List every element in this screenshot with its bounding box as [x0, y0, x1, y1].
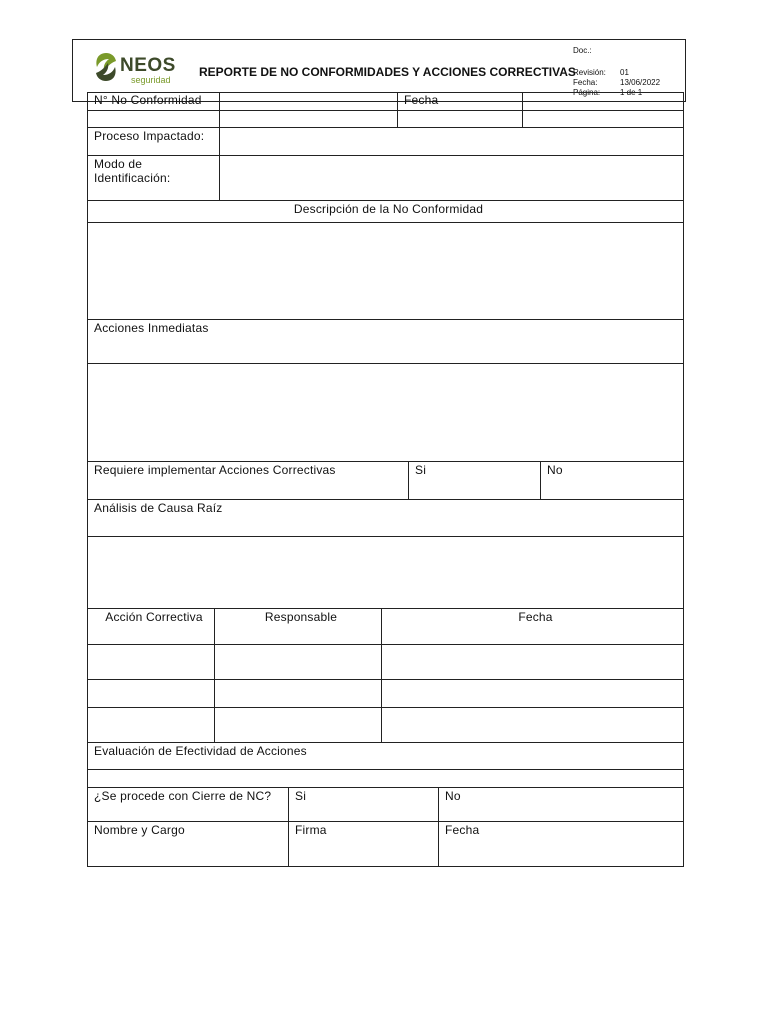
fecha-cell[interactable]	[382, 680, 684, 708]
accion-correctiva-header: Acción Correctiva	[88, 609, 215, 645]
cierre-no-option[interactable]: No	[439, 788, 684, 822]
requiere-label: Requiere implementar Acciones Correctivas	[88, 462, 409, 500]
analisis-field[interactable]	[88, 537, 684, 609]
requiere-table	[87, 461, 684, 609]
date-row	[573, 78, 661, 87]
page-label: Página:	[573, 88, 601, 97]
fecha-cell[interactable]	[382, 645, 684, 680]
nc-info-table	[87, 92, 684, 462]
company-logo	[93, 50, 193, 90]
fecha-cell[interactable]	[382, 708, 684, 743]
requiere-no-option[interactable]: No	[541, 462, 684, 500]
document-title: REPORTE DE NO CONFORMIDADES Y ACCIONES CORRECTIVAS	[199, 65, 576, 79]
modo-field[interactable]	[220, 156, 684, 201]
nc-date-field[interactable]	[523, 93, 684, 111]
logo-wordmark: NEOS	[120, 55, 176, 76]
nc-date-extra-cell[interactable]	[398, 111, 523, 128]
revision-row	[573, 68, 629, 77]
accion-cell[interactable]	[88, 645, 215, 680]
requiere-si-option[interactable]: Si	[409, 462, 541, 500]
responsable-cell[interactable]	[215, 708, 382, 743]
logo-subtitle: seguridad	[131, 75, 171, 85]
responsable-cell[interactable]	[215, 645, 382, 680]
logo-mark-icon	[93, 50, 119, 84]
cierre-si-option[interactable]: Si	[289, 788, 439, 822]
accion-cell[interactable]	[88, 708, 215, 743]
nc-number-field[interactable]	[220, 93, 398, 111]
acciones-correctivas-table	[87, 608, 684, 743]
fecha-firma-field[interactable]: Fecha	[439, 822, 684, 867]
nc-number-extra-cell[interactable]	[88, 111, 220, 128]
proceso-field[interactable]	[220, 128, 684, 156]
responsable-cell[interactable]	[215, 680, 382, 708]
descripcion-field[interactable]	[88, 223, 684, 320]
nc-number-extra-field[interactable]	[220, 111, 398, 128]
evaluacion-field[interactable]	[88, 770, 684, 788]
modo-label: Modo de Identificación:	[88, 156, 220, 201]
evaluacion-label: Evaluación de Efectividad de Acciones	[88, 743, 684, 770]
evaluacion-table	[87, 742, 684, 867]
doc-code	[573, 46, 592, 55]
proceso-label: Proceso Impactado:	[88, 128, 220, 156]
fecha-header: Fecha	[382, 609, 684, 645]
revision-value: 01	[620, 68, 629, 77]
acciones-inmediatas-label: Acciones Inmediatas	[88, 320, 684, 364]
accion-cell[interactable]	[88, 680, 215, 708]
nc-number-label: N° No Conformidad	[88, 93, 220, 111]
responsable-header: Responsable	[215, 609, 382, 645]
nombre-cargo-field[interactable]: Nombre y Cargo	[88, 822, 289, 867]
date-value: 13/06/2022	[620, 78, 661, 87]
acciones-inmediatas-field[interactable]	[88, 364, 684, 462]
doc-label: Doc.:	[573, 46, 592, 55]
date-label: Fecha:	[573, 78, 598, 87]
descripcion-header: Descripción de la No Conformidad	[88, 201, 684, 223]
firma-field[interactable]: Firma	[289, 822, 439, 867]
nc-date-label: Fecha	[398, 93, 523, 111]
revision-label: Revisión:	[573, 68, 606, 77]
nc-date-extra-field[interactable]	[523, 111, 684, 128]
page-value: 1 de 1	[620, 88, 643, 97]
analisis-label: Análisis de Causa Raíz	[88, 500, 684, 537]
cierre-label: ¿Se procede con Cierre de NC?	[88, 788, 289, 822]
